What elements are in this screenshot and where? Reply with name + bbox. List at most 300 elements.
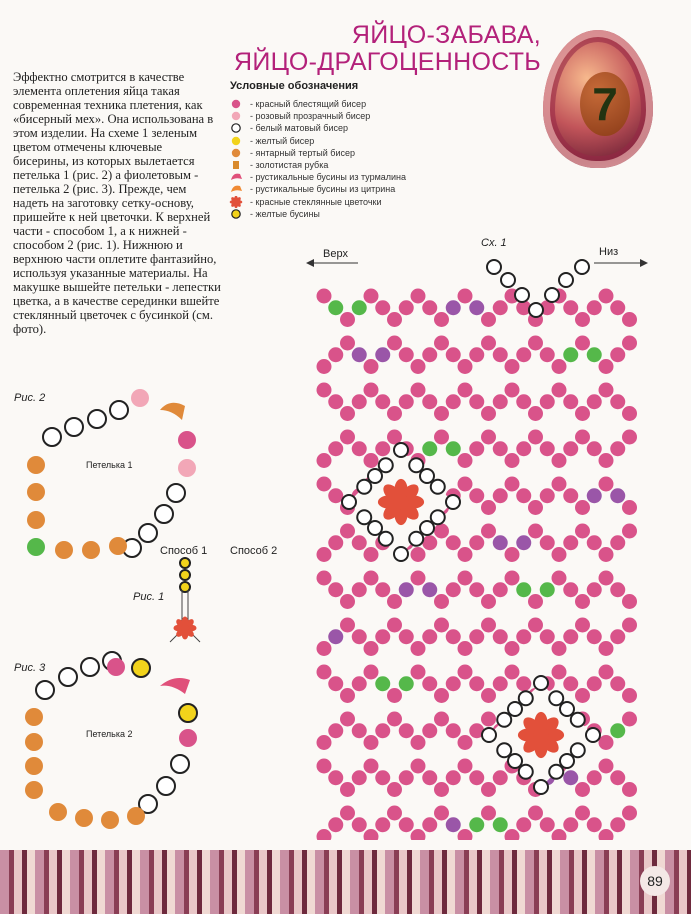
pattern-bead [540,535,555,550]
pattern-bead [317,665,332,680]
pattern-bead [340,688,355,703]
legend-item-label: - белый матовый бисер [250,123,348,134]
pattern-bead [575,312,590,327]
white-bead [482,728,496,742]
pattern-bead [399,394,414,409]
white-bead [501,273,515,287]
pattern-bead [563,817,578,832]
glass-flower-icon [228,196,250,208]
orange-bead [27,456,45,474]
white-bead [508,754,522,768]
pattern-bead [575,524,590,539]
bead-scheme [300,240,660,840]
pattern-bead [364,289,379,304]
pattern-bead [422,394,437,409]
pattern-bead [540,441,555,456]
pattern-bead [422,629,437,644]
pattern-bead [610,770,625,785]
pattern-bead [516,347,531,362]
pattern-bead [469,629,484,644]
pattern-bead [411,547,426,562]
pattern-bead [387,594,402,609]
pattern-bead [411,665,426,680]
pattern-bead [622,524,637,539]
white-bead [157,777,175,795]
pattern-bead [328,441,343,456]
pattern-bead [599,453,614,468]
method-1-label: Способ 1 [160,545,208,557]
pattern-bead [587,535,602,550]
pattern-bead [587,488,602,503]
pattern-bead [458,547,473,562]
pattern-bead [469,300,484,315]
bead-yellow-icon [228,135,250,147]
yellow-bead [180,558,190,568]
pattern-bead [622,782,637,797]
pattern-bead [552,571,567,586]
pattern-bead [317,571,332,586]
pattern-bead [434,712,449,727]
pattern-bead [493,629,508,644]
pattern-bead [493,582,508,597]
white-bead [110,401,128,419]
white-bead [420,521,434,535]
pattern-bead [587,347,602,362]
pattern-bead [493,535,508,550]
method-2-label: Способ 2 [230,545,278,557]
pattern-bead [599,735,614,750]
white-bead [560,754,574,768]
pattern-bead [540,347,555,362]
pattern-bead [563,582,578,597]
pattern-bead [599,641,614,656]
pattern-bead [610,817,625,832]
white-bead [394,443,408,457]
pattern-bead [458,383,473,398]
pattern-bead [446,723,461,738]
legend-item-label: - рустикальные бусины из турмалина [250,172,407,183]
white-bead [560,702,574,716]
pattern-bead [575,782,590,797]
pattern-bead [505,641,520,656]
pattern-bead [505,453,520,468]
pattern-bead [352,394,367,409]
pattern-bead [434,336,449,351]
white-bead [431,480,445,494]
pattern-bead [610,488,625,503]
figure-diagrams [0,380,230,840]
pattern-bead [540,817,555,832]
pattern-bead [493,394,508,409]
figure-2-label: Рис. 2 [14,392,46,404]
pattern-bead [328,300,343,315]
yellow-bead [180,570,190,580]
white-bead [534,780,548,794]
pattern-bead [411,759,426,774]
pattern-bead [340,594,355,609]
pattern-bead [364,383,379,398]
pattern-bead [505,547,520,562]
pattern-bead [516,582,531,597]
pattern-bead [458,735,473,750]
white-bead [446,495,460,509]
pink-bead [178,431,196,449]
pattern-bead [552,477,567,492]
white-bead [497,713,511,727]
white-bead [368,469,382,483]
pattern-bead [493,770,508,785]
loop-2-label: Петелька 2 [86,729,133,739]
pattern-bead [352,817,367,832]
white-bead [515,288,529,302]
pattern-bead [458,359,473,374]
white-bead [36,681,54,699]
white-bead [534,676,548,690]
pattern-bead [599,359,614,374]
white-bead [59,668,77,686]
bead-lattice [317,260,638,840]
figure-3-label: Рис. 3 [14,662,46,674]
pattern-bead [375,629,390,644]
pattern-bead [587,394,602,409]
pattern-bead [481,712,496,727]
orange-bead [27,483,45,501]
pattern-bead [352,582,367,597]
pattern-bead [563,770,578,785]
pattern-bead [399,629,414,644]
pattern-bead [540,394,555,409]
pattern-bead [340,336,355,351]
pattern-bead [328,347,343,362]
pattern-bead [446,347,461,362]
pattern-bead [552,665,567,680]
pattern-bead [446,582,461,597]
pattern-bead [352,441,367,456]
pattern-bead [411,359,426,374]
pattern-bead [328,770,343,785]
pattern-bead [411,571,426,586]
white-bead [431,510,445,524]
white-bead [571,713,585,727]
pattern-bead [563,441,578,456]
pattern-bead [387,806,402,821]
pattern-bead [352,535,367,550]
white-bead [139,524,157,542]
white-bead [571,743,585,757]
pattern-bead [364,359,379,374]
pattern-bead [352,347,367,362]
white-bead [549,691,563,705]
pattern-bead [587,629,602,644]
tourmaline-bead [160,678,190,694]
pattern-bead [458,289,473,304]
pattern-bead [493,441,508,456]
pattern-bead [328,817,343,832]
white-bead [357,480,371,494]
pattern-bead [458,477,473,492]
pattern-bead [352,676,367,691]
white-bead [586,728,600,742]
white-bead [545,288,559,302]
white-bead [88,410,106,428]
pattern-bead [481,618,496,633]
pattern-bead [599,759,614,774]
legend [228,98,406,220]
pattern-bead [317,547,332,562]
pattern-bead [622,406,637,421]
glass-flower-icon [518,712,564,758]
pattern-bead [317,289,332,304]
pattern-bead [434,782,449,797]
pattern-bead [399,817,414,832]
pattern-bead [481,336,496,351]
pattern-bead [352,770,367,785]
pattern-bead [599,665,614,680]
pattern-bead [458,829,473,840]
pattern-bead [411,383,426,398]
legend-item-label: - розовый прозрачный бисер [250,111,371,122]
pattern-bead [587,770,602,785]
pattern-bead [399,300,414,315]
pattern-bead [387,312,402,327]
pattern-bead [340,406,355,421]
pattern-bead [387,336,402,351]
pattern-bead [493,347,508,362]
white-bead [508,702,522,716]
orange-bead [25,781,43,799]
pattern-bead [540,488,555,503]
pattern-bead [446,441,461,456]
pattern-bead [399,582,414,597]
bead-pink-transparent-icon [228,110,250,122]
pattern-bead [422,770,437,785]
pattern-bead [422,582,437,597]
pattern-bead [587,676,602,691]
pattern-bead [599,829,614,840]
green-bead [27,538,45,556]
pattern-bead [422,723,437,738]
pattern-bead [434,524,449,539]
pattern-bead [364,735,379,750]
legend-item-label: - желтые бусины [250,208,320,219]
pattern-bead [434,618,449,633]
page-title [234,22,541,76]
pattern-bead [493,300,508,315]
pattern-bead [516,394,531,409]
pattern-bead [469,770,484,785]
pattern-bead [422,535,437,550]
pattern-bead [469,535,484,550]
pattern-bead [375,582,390,597]
pattern-bead [610,347,625,362]
pattern-bead [387,688,402,703]
pattern-bead [599,477,614,492]
direction-arrows [306,259,648,267]
pattern-bead [458,641,473,656]
pattern-bead [587,582,602,597]
white-bead [65,418,83,436]
legend-item-label: - красный блестящий бисер [250,99,367,110]
pattern-bead [481,688,496,703]
yellow-bead [179,704,197,722]
pattern-bead [587,300,602,315]
pattern-bead [328,582,343,597]
legend-title: Условные обозначения [230,80,359,92]
pattern-bead [552,829,567,840]
white-bead [357,510,371,524]
pattern-bead [375,347,390,362]
pattern-bead [375,394,390,409]
white-bead [368,521,382,535]
pattern-bead [610,582,625,597]
orange-bead [25,757,43,775]
orange-bead [49,803,67,821]
direction-top-label: Верх [323,248,348,260]
pattern-bead [352,629,367,644]
pattern-bead [563,676,578,691]
pattern-bead [469,347,484,362]
pattern-bead [328,488,343,503]
pattern-bead [399,676,414,691]
pattern-bead [352,723,367,738]
pattern-bead [328,723,343,738]
pattern-bead [540,629,555,644]
pattern-bead [340,312,355,327]
pattern-bead [516,535,531,550]
white-bead [497,743,511,757]
pattern-bead [599,383,614,398]
pattern-bead [364,641,379,656]
pattern-bead [422,441,437,456]
pattern-bead [493,676,508,691]
pattern-bead [375,676,390,691]
pattern-bead [622,500,637,515]
orange-bead [25,733,43,751]
pattern-bead [340,524,355,539]
pattern-bead [375,723,390,738]
legend-item [228,135,406,147]
pattern-bead [434,406,449,421]
white-bead [487,260,501,274]
pattern-bead [411,735,426,750]
pattern-bead [610,441,625,456]
pattern-bead [352,300,367,315]
pattern-bead [469,488,484,503]
pattern-bead [469,582,484,597]
legend-item [228,208,406,220]
loop-1-label: Петелька 1 [86,460,133,470]
glass-flower-icon [378,479,424,525]
pattern-bead [317,359,332,374]
pattern-bead [317,641,332,656]
yellow-bead [132,659,150,677]
pattern-bead [340,712,355,727]
pattern-bead [399,723,414,738]
scheme-label: Сх. 1 [481,237,507,249]
pattern-bead [469,441,484,456]
pattern-bead [575,336,590,351]
pattern-bead [446,676,461,691]
pattern-bead [528,500,543,515]
pattern-bead [528,430,543,445]
pink-bead [131,389,149,407]
legend-item-label: - желтый бисер [250,135,315,146]
pattern-bead [411,829,426,840]
pattern-bead [317,829,332,840]
pattern-bead [481,782,496,797]
pattern-bead [434,594,449,609]
bead-amber-icon [228,147,250,159]
legend-item [228,98,406,110]
number-badge: 7 [580,72,630,136]
pattern-bead [364,665,379,680]
pink-bead [178,459,196,477]
legend-item [228,196,406,208]
pattern-bead [493,817,508,832]
pattern-bead [328,535,343,550]
pattern-bead [528,406,543,421]
pattern-bead [446,817,461,832]
pattern-bead [610,535,625,550]
pattern-bead [516,676,531,691]
pattern-bead [599,289,614,304]
pattern-bead [493,488,508,503]
pattern-bead [575,806,590,821]
orange-bead [27,511,45,529]
pattern-bead [563,488,578,503]
pattern-bead [375,770,390,785]
pattern-bead [563,347,578,362]
pattern-bead [575,688,590,703]
white-bead [529,303,543,317]
pink-bead [107,658,125,676]
pattern-bead [328,394,343,409]
pattern-bead [622,618,637,633]
pattern-bead [317,735,332,750]
pattern-bead [552,547,567,562]
pattern-bead [340,618,355,633]
pattern-bead [387,712,402,727]
pattern-bead [481,594,496,609]
rustic-tourmaline-icon [228,171,250,183]
legend-item-label: - золотистая рубка [250,160,329,171]
pattern-bead [528,806,543,821]
white-bead [342,495,356,509]
pattern-bead [364,453,379,468]
pattern-bead [505,665,520,680]
pattern-bead [516,488,531,503]
pattern-bead [317,759,332,774]
white-bead [379,532,393,546]
white-bead [549,765,563,779]
pattern-bead [481,406,496,421]
orange-bead [55,541,73,559]
pattern-bead [599,571,614,586]
citrine-bead [160,403,185,420]
pattern-bead [434,312,449,327]
pink-bead [179,729,197,747]
pattern-bead [599,547,614,562]
pattern-bead [552,359,567,374]
flower-shape [230,196,243,208]
pattern-bead [458,759,473,774]
gold-bugle-icon [228,159,250,171]
legend-item [228,171,406,183]
legend-item-label: - янтарный тертый бисер [250,147,355,158]
rustic-citrine-icon [228,183,250,195]
pattern-bead [399,770,414,785]
legend-item-label: - красные стеклянные цветочки [250,196,382,207]
